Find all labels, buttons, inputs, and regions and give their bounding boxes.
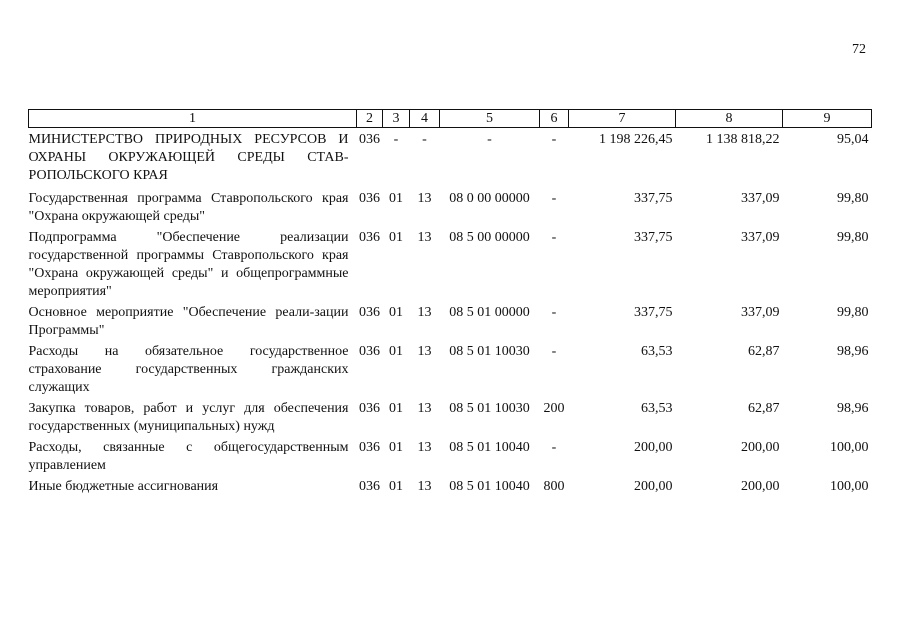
- cell-code: 036: [359, 132, 380, 147]
- cell-target: 08 5 01 00000: [449, 305, 530, 320]
- cell-section: 01: [389, 230, 403, 245]
- cell-target: 08 5 00 00000: [449, 230, 530, 245]
- cell-code: 036: [359, 401, 380, 416]
- cell-percent: 100,00: [830, 479, 869, 494]
- cell-plan: 337,75: [634, 230, 673, 245]
- cell-subsection: 13: [417, 401, 432, 416]
- row-name: Государственная программа Ставропольского края "Охрана окружающей среды": [28, 191, 349, 224]
- cell-section: 01: [389, 401, 403, 416]
- row-name: Основное мероприятие "Обеспечение реали-зации Программы": [28, 305, 349, 338]
- cell-subsection: 13: [417, 440, 432, 455]
- row-name: Расходы на обязательное государственное страхование государственных гражданских служащих: [28, 344, 349, 395]
- cell-code: 036: [359, 344, 380, 359]
- cell-type: -: [551, 305, 557, 320]
- cell-percent: 95,04: [837, 132, 869, 147]
- cell-actual: 337,09: [741, 191, 780, 206]
- cell-plan: 200,00: [634, 440, 673, 455]
- cell-actual: 200,00: [741, 440, 780, 455]
- column-header: 4: [410, 110, 440, 128]
- cell-section: 01: [389, 191, 403, 206]
- cell-type: -: [551, 191, 557, 206]
- cell-actual: 1 138 818,22: [706, 132, 780, 147]
- table-row: [29, 128, 872, 188]
- cell-percent: 98,96: [837, 401, 869, 416]
- column-header: 8: [676, 110, 783, 128]
- cell-target: 08 5 01 10030: [449, 401, 530, 416]
- column-header: 6: [540, 110, 569, 128]
- cell-percent: 98,96: [837, 344, 869, 359]
- table-row: [29, 340, 872, 397]
- header-row: [29, 110, 872, 128]
- cell-code: 036: [359, 191, 380, 206]
- cell-code: 036: [359, 440, 380, 455]
- cell-subsection: 13: [417, 305, 432, 320]
- budget-table: [28, 109, 872, 496]
- cell-plan: 337,75: [634, 191, 673, 206]
- cell-target: -: [487, 132, 492, 147]
- cell-plan: 63,53: [641, 401, 673, 416]
- column-header: 3: [383, 110, 410, 128]
- cell-actual: 62,87: [748, 344, 780, 359]
- cell-actual: 337,09: [741, 230, 780, 245]
- cell-actual: 62,87: [748, 401, 780, 416]
- column-header: 9: [783, 110, 872, 128]
- row-name: Иные бюджетные ассигнования: [28, 479, 219, 494]
- cell-subsection: -: [422, 132, 427, 147]
- cell-percent: 99,80: [837, 230, 869, 245]
- column-header: 5: [440, 110, 540, 128]
- cell-subsection: 13: [417, 344, 432, 359]
- table-row: [29, 187, 872, 226]
- cell-code: 036: [359, 230, 380, 245]
- row-name: Подпрограмма "Обеспечение реализации государственной программы Ставропольского края "Охрана окружающей среды" и общепрограммные мероприятия": [28, 230, 349, 299]
- cell-plan: 200,00: [634, 479, 673, 494]
- cell-actual: 200,00: [741, 479, 780, 494]
- page-number: 72: [852, 42, 866, 57]
- row-name: Закупка товаров, работ и услуг для обеспечения государственных (муниципальных) нужд: [28, 401, 349, 434]
- cell-section: -: [393, 132, 399, 147]
- cell-percent: 99,80: [837, 191, 869, 206]
- cell-target: 08 5 01 10030: [449, 344, 530, 359]
- table-row: [29, 475, 872, 496]
- cell-code: 036: [359, 305, 380, 320]
- row-name: Расходы, связанные с общегосударственным управлением: [28, 440, 349, 473]
- cell-type: -: [551, 230, 557, 245]
- row-name: МИНИСТЕРСТВО ПРИРОДНЫХ РЕСУРСОВ И ОХРАНЫ ОКРУЖАЮЩЕЙ СРЕДЫ СТАВ-РОПОЛЬСКОГО КРАЯ: [28, 132, 349, 183]
- cell-percent: 100,00: [830, 440, 869, 455]
- cell-section: 01: [389, 305, 403, 320]
- cell-percent: 99,80: [837, 305, 869, 320]
- column-header: 1: [29, 110, 357, 128]
- cell-plan: 1 198 226,45: [599, 132, 673, 147]
- table-row: [29, 436, 872, 475]
- cell-subsection: 13: [417, 479, 432, 494]
- cell-subsection: 13: [417, 191, 432, 206]
- column-header: 2: [357, 110, 383, 128]
- cell-code: 036: [359, 479, 380, 494]
- cell-type: -: [551, 344, 557, 359]
- table-row: [29, 397, 872, 436]
- cell-type: -: [551, 132, 557, 147]
- table-row: [29, 226, 872, 301]
- cell-section: 01: [389, 479, 403, 494]
- cell-type: -: [551, 440, 557, 455]
- cell-type: 800: [543, 479, 565, 494]
- cell-target: 08 5 01 10040: [449, 440, 530, 455]
- table-row: [29, 301, 872, 340]
- cell-type: 200: [543, 401, 565, 416]
- cell-actual: 337,09: [741, 305, 780, 320]
- cell-target: 08 5 01 10040: [449, 479, 530, 494]
- cell-plan: 337,75: [634, 305, 673, 320]
- cell-section: 01: [389, 440, 403, 455]
- cell-target: 08 0 00 00000: [449, 191, 530, 206]
- cell-section: 01: [389, 344, 403, 359]
- cell-plan: 63,53: [641, 344, 673, 359]
- column-header: 7: [569, 110, 676, 128]
- cell-subsection: 13: [417, 230, 432, 245]
